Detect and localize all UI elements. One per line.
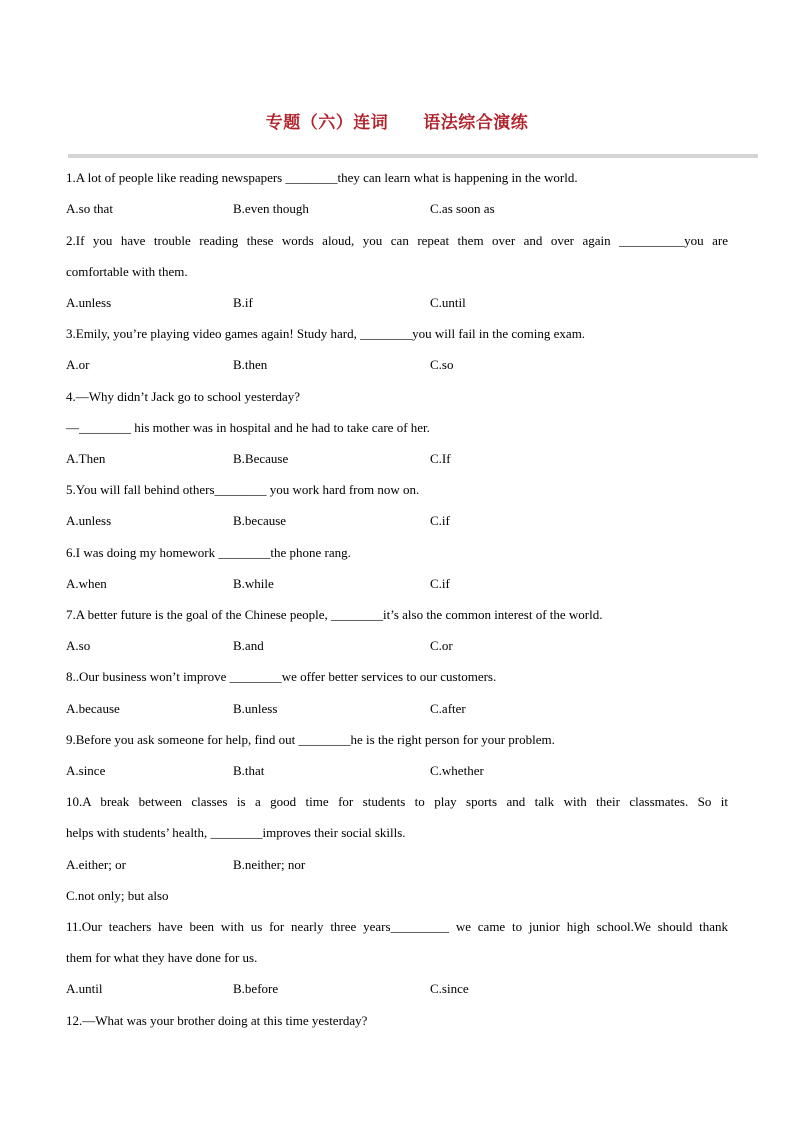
question-7-stem: 7.A better future is the goal of the Chinese people, ________it’s also the common interest of the world.	[66, 607, 603, 622]
question-6-option-a[interactable]: A.when	[66, 576, 107, 591]
question-2-option-c[interactable]: C.until	[430, 295, 466, 310]
question-6-option-b[interactable]: B.while	[233, 576, 274, 591]
question-5-option-a[interactable]: A.unless	[66, 513, 112, 528]
question-9-option-b[interactable]: B.that	[233, 763, 265, 778]
question-10-option-c[interactable]: C.not only; but also	[66, 888, 169, 903]
question-1-option-c[interactable]: C.as soon as	[430, 201, 495, 216]
question-4-option-a[interactable]: A.Then	[66, 451, 106, 466]
question-8-stem: 8..Our business won’t improve ________we offer better services to our customers.	[66, 669, 497, 684]
question-1-stem: 1.A lot of people like reading newspapers ________they can learn what is happening in the world.	[66, 170, 578, 185]
question-11-option-b[interactable]: B.before	[233, 981, 279, 996]
question-9-option-c[interactable]: C.whether	[430, 763, 484, 778]
question-5-option-b[interactable]: B.because	[233, 513, 287, 528]
question-4-option-c[interactable]: C.If	[430, 451, 451, 466]
question-9-stem: 9.Before you ask someone for help, find out ________he is the right person for your problem.	[66, 732, 555, 747]
question-3-option-b[interactable]: B.then	[233, 357, 268, 372]
question-3-option-a[interactable]: A.or	[66, 357, 90, 372]
question-1-option-b[interactable]: B.even though	[233, 201, 309, 216]
question-9-option-a[interactable]: A.since	[66, 763, 106, 778]
question-2-stem: 2.If you have trouble reading these words aloud, you can repeat them over and over again __________you are	[66, 233, 728, 248]
question-7-option-c[interactable]: C.or	[430, 638, 453, 653]
title-divider	[68, 154, 758, 158]
question-8-option-b[interactable]: B.unless	[233, 701, 278, 716]
question-10-option-a[interactable]: A.either; or	[66, 857, 126, 872]
question-2-option-b[interactable]: B.if	[233, 295, 253, 310]
question-11-option-c[interactable]: C.since	[430, 981, 469, 996]
question-11-stem-cont: them for what they have done for us.	[66, 950, 258, 965]
question-11-option-a[interactable]: A.until	[66, 981, 103, 996]
question-1-option-a[interactable]: A.so that	[66, 201, 113, 216]
question-3-option-c[interactable]: C.so	[430, 357, 454, 372]
question-6-stem: 6.I was doing my homework ________the phone rang.	[66, 545, 351, 560]
question-10-option-b[interactable]: B.neither; nor	[233, 857, 306, 872]
question-3-stem: 3.Emily, you’re playing video games again! Study hard, ________you will fail in the coming exam.	[66, 326, 586, 341]
question-12-stem: 12.—What was your brother doing at this time yesterday?	[66, 1013, 368, 1028]
question-2-stem-cont: comfortable with them.	[66, 264, 188, 279]
question-10-stem: 10.A break between classes is a good time for students to play sports and talk with their classmates. So it	[66, 794, 728, 809]
question-2-option-a[interactable]: A.unless	[66, 295, 112, 310]
question-11-stem: 11.Our teachers have been with us for nearly three years_________ we came to junior high school.We should thank	[66, 919, 728, 934]
question-8-option-a[interactable]: A.because	[66, 701, 120, 716]
question-4-stem-answer: —________ his mother was in hospital and he had to take care of her.	[66, 420, 430, 435]
page-title: 专题（六）连词 语法综合演练	[265, 113, 529, 133]
question-5-stem: 5.You will fall behind others________ you work hard from now on.	[66, 482, 420, 497]
question-4-option-b[interactable]: B.Because	[233, 451, 289, 466]
question-7-option-b[interactable]: B.and	[233, 638, 264, 653]
question-5-option-c[interactable]: C.if	[430, 513, 450, 528]
question-6-option-c[interactable]: C.if	[430, 576, 450, 591]
question-7-option-a[interactable]: A.so	[66, 638, 91, 653]
question-4-stem: 4.—Why didn’t Jack go to school yesterday?	[66, 389, 301, 404]
question-10-stem-cont: helps with students’ health, ________improves their social skills.	[66, 825, 406, 840]
question-8-option-c[interactable]: C.after	[430, 701, 466, 716]
